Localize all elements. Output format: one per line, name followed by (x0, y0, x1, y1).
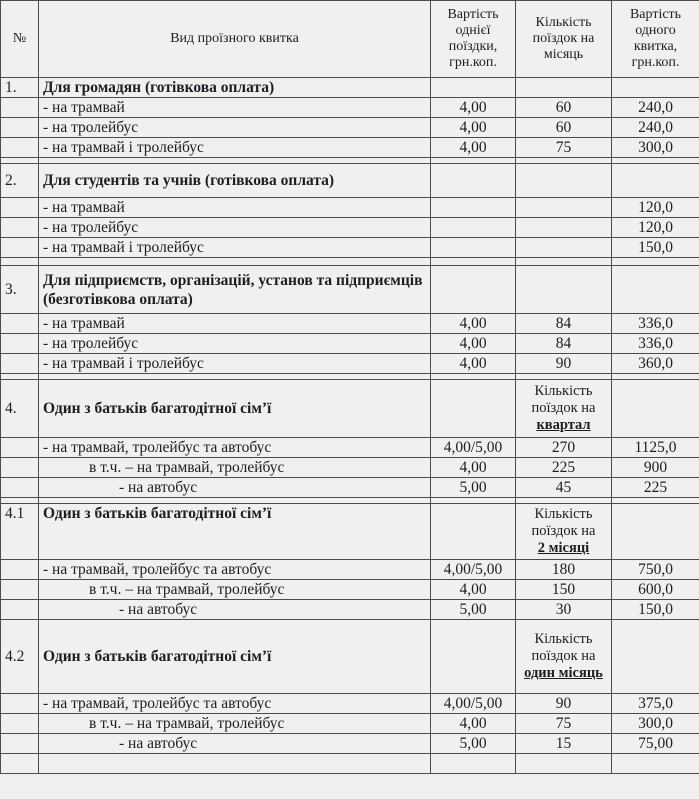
row-count: 180 (516, 560, 612, 580)
row-price (431, 198, 516, 218)
row-count: 60 (516, 98, 612, 118)
row-total: 120,0 (612, 198, 699, 218)
row-count (516, 198, 612, 218)
row-price: 4,00/5,00 (431, 694, 516, 714)
section-title: Один з батьків багатодітної сім’ї (39, 620, 431, 694)
table-row (1, 560, 699, 580)
table-row (1, 458, 699, 478)
table-row (1, 138, 699, 158)
row-label: - на трамвай (39, 198, 431, 218)
row-total: 375,0 (612, 694, 699, 714)
row-total: 300,0 (612, 138, 699, 158)
count-period-header (516, 380, 612, 438)
table-row (1, 118, 699, 138)
table-row (1, 580, 699, 600)
row-count: 225 (516, 458, 612, 478)
row-label: - на автобус (39, 600, 431, 620)
spacer-row (1, 258, 699, 266)
table-row (1, 714, 699, 734)
row-total: 750,0 (612, 560, 699, 580)
row-label: - на трамвай і тролейбус (39, 354, 431, 374)
count-period-header (516, 504, 612, 560)
count-period-label: 2 місяці (537, 540, 590, 556)
table-row (1, 98, 699, 118)
table-row (1, 694, 699, 714)
header-count: Кількість поїздок на місяць (516, 1, 612, 78)
row-price: 4,00 (431, 580, 516, 600)
row-count: 270 (516, 438, 612, 458)
row-label: в т.ч. – на трамвай, тролейбус (39, 714, 431, 734)
spacer-row (1, 754, 699, 774)
row-count (516, 238, 612, 258)
row-price: 5,00 (431, 478, 516, 498)
row-count: 150 (516, 580, 612, 600)
section-title: Для громадян (готівкова оплата) (39, 78, 431, 98)
row-count: 30 (516, 600, 612, 620)
row-total: 225 (612, 478, 699, 498)
row-count: 84 (516, 334, 612, 354)
row-price: 5,00 (431, 600, 516, 620)
section-row (1, 266, 699, 314)
row-price: 4,00 (431, 714, 516, 734)
table-row (1, 238, 699, 258)
section-number: 1. (1, 78, 39, 98)
row-label: - на трамвай, тролейбус та автобус (39, 438, 431, 458)
row-total: 150,0 (612, 600, 699, 620)
row-label: - на трамвай, тролейбус та автобус (39, 560, 431, 580)
table-row (1, 600, 699, 620)
row-price (431, 238, 516, 258)
row-total: 75,00 (612, 734, 699, 754)
row-count: 75 (516, 714, 612, 734)
count-period-label: один місяць (524, 665, 603, 681)
row-count: 84 (516, 314, 612, 334)
row-total: 300,0 (612, 714, 699, 734)
section-row (1, 164, 699, 198)
section-row (1, 78, 699, 98)
row-total: 150,0 (612, 238, 699, 258)
count-header-label: Кількість поїздок на (531, 631, 596, 664)
header-ticket-type: Вид проїзного квитка (39, 1, 431, 78)
row-price: 4,00 (431, 118, 516, 138)
row-label: в т.ч. – на трамвай, тролейбус (39, 580, 431, 600)
row-total: 336,0 (612, 314, 699, 334)
row-price: 4,00 (431, 458, 516, 478)
row-price: 5,00 (431, 734, 516, 754)
table-row (1, 314, 699, 334)
row-price: 4,00 (431, 334, 516, 354)
row-total: 1125,0 (612, 438, 699, 458)
row-price: 4,00 (431, 138, 516, 158)
row-total: 336,0 (612, 334, 699, 354)
row-price: 4,00 (431, 98, 516, 118)
row-total: 240,0 (612, 118, 699, 138)
row-count: 60 (516, 118, 612, 138)
count-period-label: квартал (536, 417, 591, 433)
row-label: - на трамвай (39, 314, 431, 334)
row-label: в т.ч. – на трамвай, тролейбус (39, 458, 431, 478)
row-count: 75 (516, 138, 612, 158)
table-header-row (1, 1, 699, 78)
table-row (1, 354, 699, 374)
row-label: - на трамвай (39, 98, 431, 118)
row-total: 360,0 (612, 354, 699, 374)
section-title: Для студентів та учнів (готівкова оплата) (39, 164, 431, 198)
row-label: - на тролейбус (39, 118, 431, 138)
row-total: 120,0 (612, 218, 699, 238)
row-total: 900 (612, 458, 699, 478)
row-count: 90 (516, 694, 612, 714)
row-price: 4,00 (431, 354, 516, 374)
table-row (1, 218, 699, 238)
table-row (1, 438, 699, 458)
row-label: - на автобус (39, 478, 431, 498)
row-label: - на трамвай і тролейбус (39, 238, 431, 258)
section-number: 4.2 (1, 620, 39, 694)
section-row (1, 504, 699, 560)
row-label: - на трамвай і тролейбус (39, 138, 431, 158)
row-label: - на автобус (39, 734, 431, 754)
table-row (1, 198, 699, 218)
row-price (431, 218, 516, 238)
header-number: № (1, 1, 39, 78)
row-price: 4,00 (431, 314, 516, 334)
row-price: 4,00/5,00 (431, 438, 516, 458)
row-label: - на тролейбус (39, 334, 431, 354)
row-count: 90 (516, 354, 612, 374)
section-title: Один з батьків багатодітної сім’ї (39, 504, 431, 560)
count-header-label: Кількість поїздок на (531, 506, 596, 539)
table-row (1, 478, 699, 498)
row-count (516, 218, 612, 238)
section-number: 4. (1, 380, 39, 438)
table-row (1, 734, 699, 754)
row-price: 4,00/5,00 (431, 560, 516, 580)
row-count: 45 (516, 478, 612, 498)
row-total: 240,0 (612, 98, 699, 118)
table-row (1, 334, 699, 354)
section-row (1, 380, 699, 438)
count-header-label: Кількість поїздок на (531, 383, 596, 416)
row-total: 600,0 (612, 580, 699, 600)
section-number: 2. (1, 164, 39, 198)
section-row (1, 620, 699, 694)
row-count: 15 (516, 734, 612, 754)
row-label: - на тролейбус (39, 218, 431, 238)
count-period-header (516, 620, 612, 694)
header-price-ticket: Вартість одного квитка, грн.коп. (612, 1, 699, 78)
section-number: 3. (1, 266, 39, 314)
section-number: 4.1 (1, 504, 39, 560)
section-title: Для підприємств, організацій, установ та підприємців (безготівкова оплата) (39, 266, 431, 314)
section-title: Один з батьків багатодітної сім’ї (39, 380, 431, 438)
row-label: - на трамвай, тролейбус та автобус (39, 694, 431, 714)
header-price-one: Вартість однієї поїздки, грн.коп. (431, 1, 516, 78)
